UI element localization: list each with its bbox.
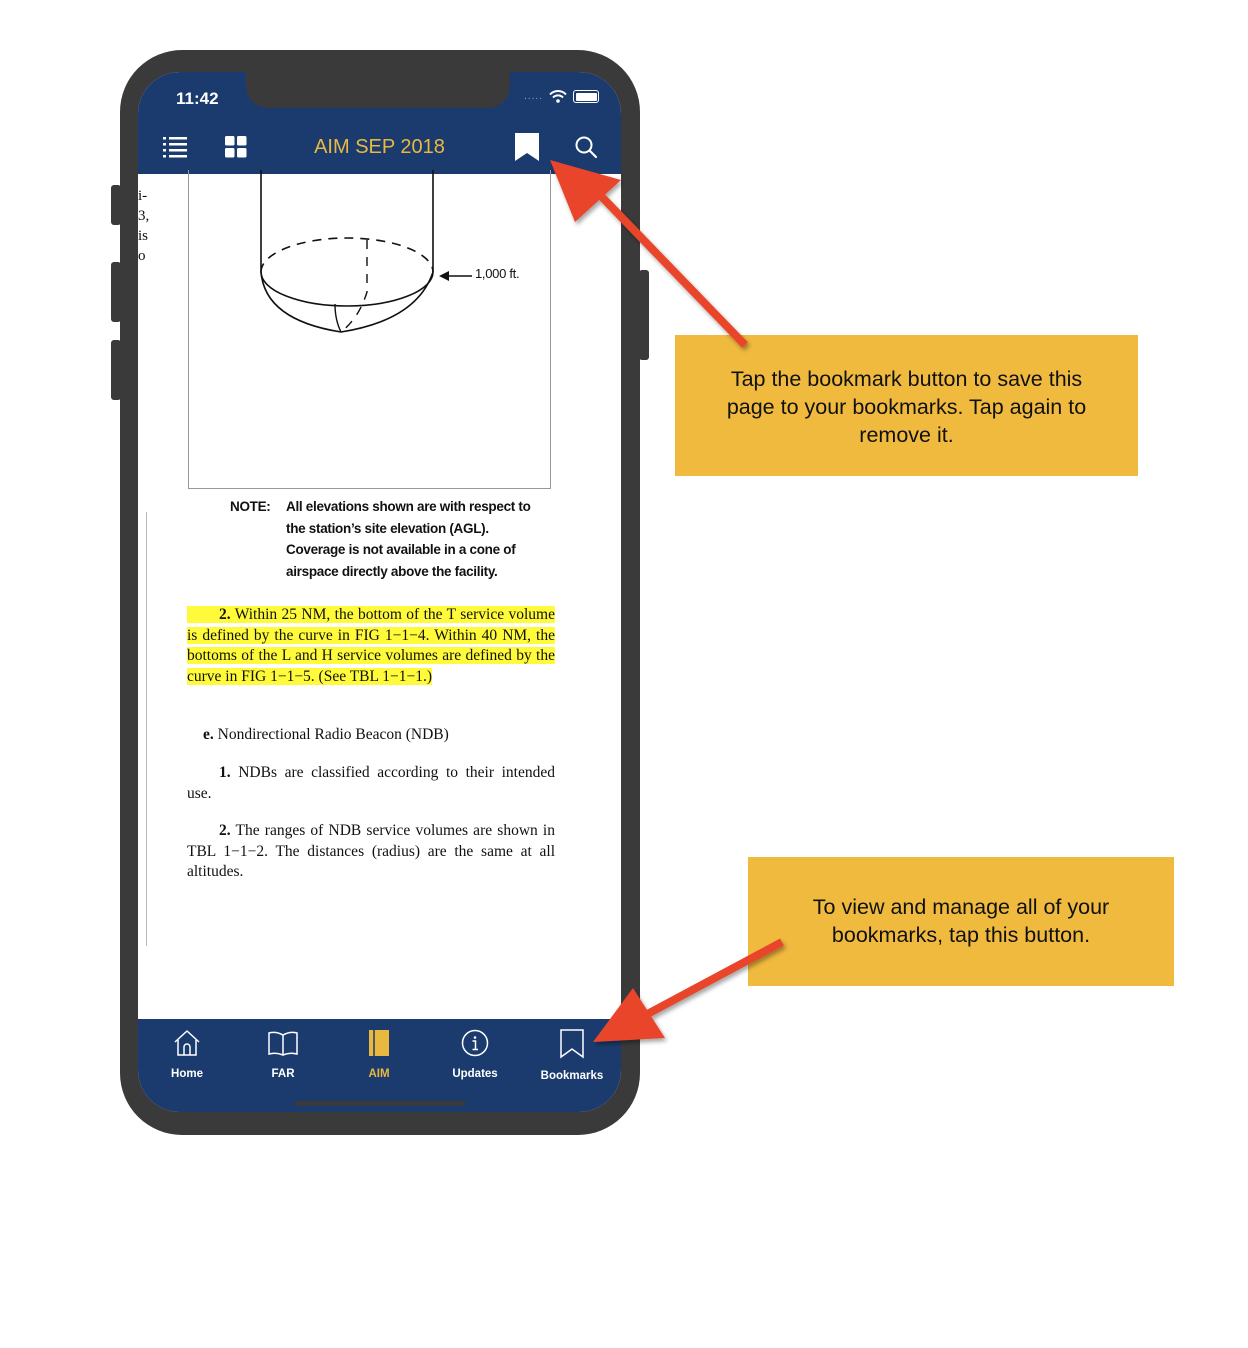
- bookmark-button-callout: Tap the bookmark button to save this page to your bookmarks. Tap again to remove it.: [675, 335, 1138, 476]
- paragraph-number: 2.: [219, 606, 231, 623]
- tab-label: AIM: [368, 1068, 390, 1080]
- arrow-to-bookmarks-tab: [593, 942, 782, 1042]
- bookmarks-tab-callout: To view and manage all of your bookmarks, tap this button.: [748, 857, 1174, 986]
- fragment-line: i-: [138, 188, 148, 204]
- paragraph-text: Within 25 NM, the bottom of the T service volume is defined by the curve in FIG 1−1−4. Within 40 NM, the bottoms of the L and H service volumes are defined by the curve in FIG 1−1−5. (See TBL 1−1−1.): [187, 606, 555, 685]
- tab-label: Home: [171, 1068, 203, 1080]
- paragraph-text: The ranges of NDB service volumes are shown in TBL 1−1−2. The distances (radius) are the same at all altitudes.: [187, 822, 555, 880]
- arrow-to-bookmark-button: [550, 160, 745, 345]
- fragment-line: 3,: [138, 208, 150, 224]
- tab-label: Bookmarks: [540, 1070, 604, 1082]
- paragraph-number: 1.: [219, 764, 231, 781]
- figure-altitude-label: 1,000 ft.: [475, 266, 520, 281]
- status-time: 11:42: [176, 89, 219, 108]
- paragraph-text: NDBs are classified according to their intended use.: [187, 764, 556, 802]
- section-letter: e.: [203, 726, 214, 743]
- document-title: AIM SEP 2018: [314, 136, 445, 158]
- tab-label: FAR: [271, 1068, 295, 1080]
- signal-dots: .....: [524, 91, 543, 102]
- note-body: All elevations shown are with respect to the station’s site elevation (AGL). Coverage is not available in a cone of airspace directly above the facility.: [286, 499, 531, 579]
- section-title: Nondirectional Radio Beacon (NDB): [217, 726, 449, 743]
- paragraph-number: 2.: [219, 822, 231, 839]
- fragment-line: o: [138, 248, 146, 264]
- tab-label: Updates: [452, 1068, 498, 1080]
- note-heading: NOTE:: [230, 499, 271, 514]
- fragment-line: is: [138, 228, 149, 244]
